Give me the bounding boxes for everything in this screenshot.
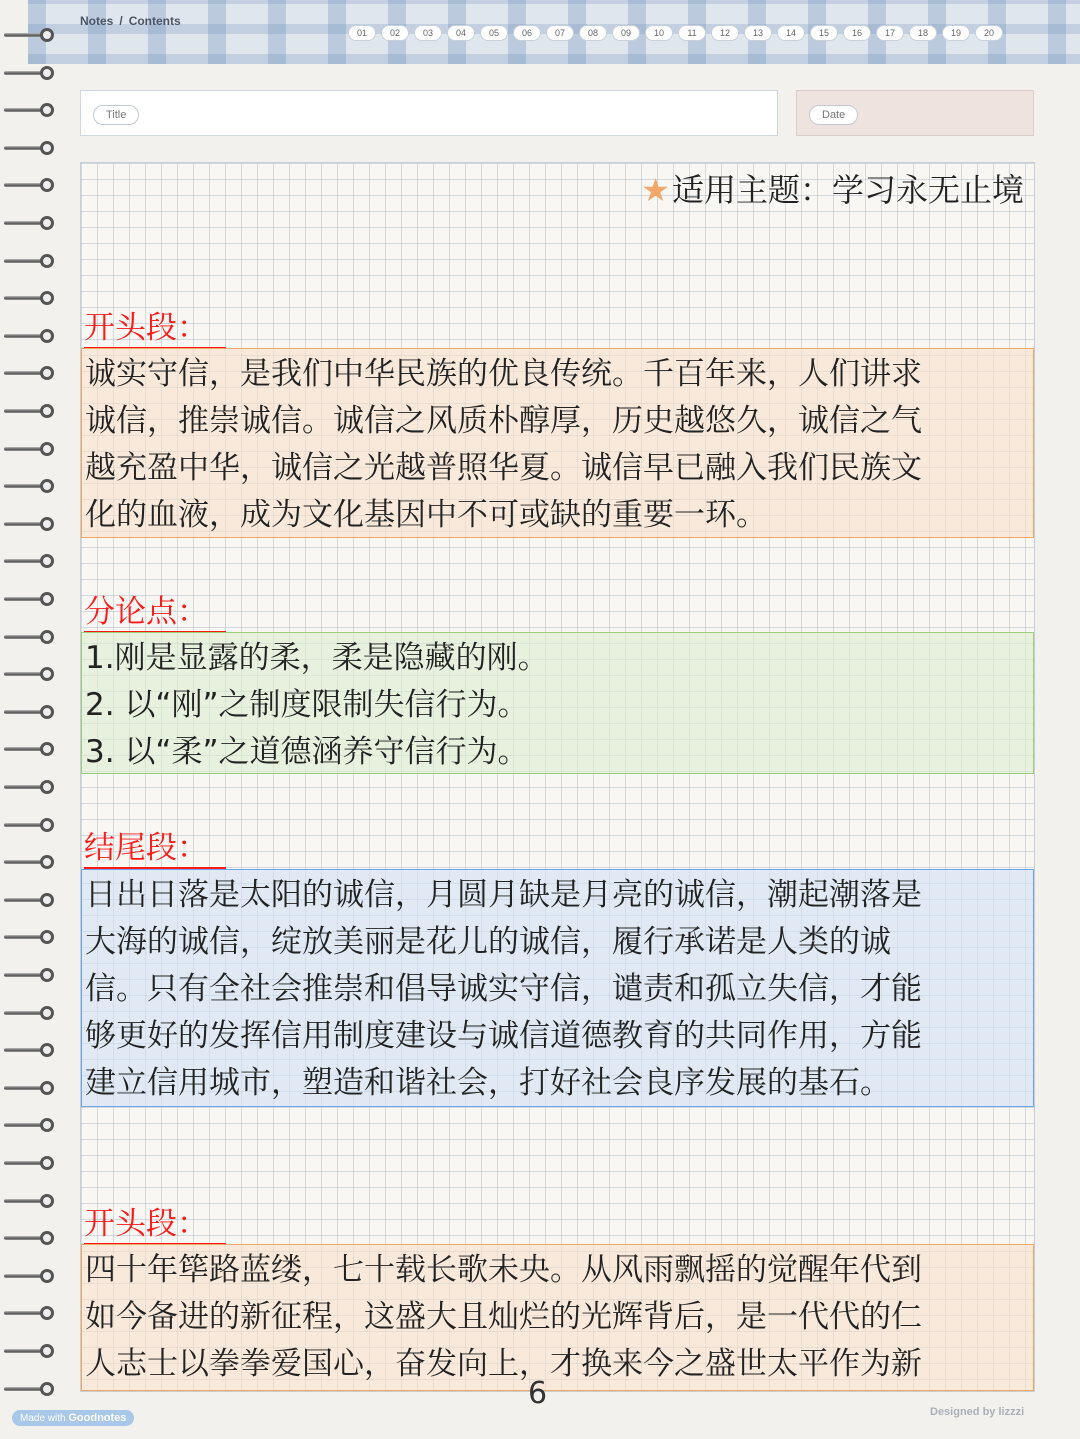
tab-19[interactable]: 19 [942,25,970,41]
spiral-ring [4,855,56,869]
spiral-binding [0,28,60,1428]
breadcrumb-contents[interactable]: Contents [128,14,181,28]
spiral-ring [4,818,56,832]
tab-03[interactable]: 03 [414,25,442,41]
spiral-ring [4,442,56,456]
section-line: 如今备进的新征程，这盛大且灿烂的光辉背后，是一代代的仁 [85,1299,922,1335]
spiral-hole [40,1043,54,1057]
date-field[interactable] [796,90,1034,136]
spiral-ring [4,667,56,681]
grid-sheet [80,162,1035,1392]
tab-18[interactable]: 18 [909,25,937,41]
spiral-ring [4,1043,56,1057]
spiral-ring [4,1118,56,1132]
page-tabs [348,25,1003,41]
spiral-hole [40,517,54,531]
spiral-hole [40,1081,54,1095]
title-field[interactable] [80,90,778,136]
spiral-hole [40,178,54,192]
star-icon: ★ [641,171,670,209]
spiral-ring [4,254,56,268]
spiral-hole [40,968,54,982]
section-line: 1.刚是显露的柔，柔是隐藏的刚。 [85,640,549,676]
spiral-ring [4,103,56,117]
spiral-ring [4,178,56,192]
spiral-hole [40,103,54,117]
spiral-ring [4,66,56,80]
section-line: 建立信用城市，塑造和谐社会，打好社会良序发展的基石。 [85,1065,891,1101]
spiral-ring [4,1081,56,1095]
breadcrumb-notes[interactable]: Notes [80,14,114,28]
tab-17[interactable]: 17 [876,25,904,41]
spiral-ring [4,1194,56,1208]
spiral-ring [4,592,56,606]
spiral-ring [4,705,56,719]
section-line: 大海的诚信，绽放美丽是花儿的诚信，履行承诺是人类的诚 [85,924,891,960]
section-line: 3. 以“柔”之道德涵养守信行为。 [85,734,529,770]
spiral-ring [4,1006,56,1020]
spiral-ring [4,216,56,230]
spiral-hole [40,1231,54,1245]
made-with-brand: Goodnotes [68,1412,127,1424]
spiral-hole [40,592,54,606]
spiral-ring [4,1344,56,1358]
spiral-hole [40,254,54,268]
page-number: 6 [528,1376,548,1411]
section-line: 人志士以拳拳爱国心，奋发向上，才换来今之盛世太平作为新 [85,1346,922,1382]
spiral-hole [40,818,54,832]
spiral-ring [4,517,56,531]
theme-line [641,165,1024,211]
spiral-hole [40,479,54,493]
spiral-hole [40,893,54,907]
section-line: 2. 以“刚”之制度限制失信行为。 [85,687,529,723]
spiral-hole [40,930,54,944]
tab-05[interactable]: 05 [480,25,508,41]
spiral-ring [4,479,56,493]
tab-14[interactable]: 14 [777,25,805,41]
spiral-hole [40,1344,54,1358]
section-line: 信。只有全社会推崇和倡导诚实守信，谴责和孤立失信，才能 [85,971,922,1007]
made-with-prefix: Made with [20,1413,66,1424]
tab-11[interactable]: 11 [678,25,706,41]
section-line: 越充盈中华，诚信之光越普照华夏。诚信早已融入我们民族文 [85,450,922,486]
spiral-hole [40,667,54,681]
spiral-ring [4,968,56,982]
spiral-hole [40,28,54,42]
spiral-ring [4,141,56,155]
spiral-ring [4,1231,56,1245]
made-with-badge [12,1410,134,1426]
spiral-ring [4,28,56,42]
spiral-ring [4,930,56,944]
spiral-ring [4,1269,56,1283]
spiral-ring [4,404,56,418]
spiral-ring [4,291,56,305]
tab-04[interactable]: 04 [447,25,475,41]
section-box-4 [81,1244,1034,1391]
spiral-hole [40,1118,54,1132]
spiral-hole [40,404,54,418]
spiral-hole [40,1269,54,1283]
spiral-hole [40,216,54,230]
theme-text: 适用主题：学习永无止境 [671,171,1024,209]
spiral-hole [40,291,54,305]
section-line: 化的血液，成为文化基因中不可或缺的重要一环。 [85,497,767,533]
tab-08[interactable]: 08 [579,25,607,41]
section-heading-3: 结尾段： [84,829,226,869]
spiral-ring [4,366,56,380]
spiral-hole [40,1382,54,1396]
section-heading-4: 开头段： [84,1205,226,1245]
section-box-2 [81,632,1034,774]
tab-02[interactable]: 02 [381,25,409,41]
designed-by: Designed by lizzzi [930,1406,1025,1418]
spiral-hole [40,780,54,794]
tab-10[interactable]: 10 [645,25,673,41]
section-box-3 [81,869,1034,1107]
tab-06[interactable]: 06 [513,25,541,41]
spiral-ring [4,742,56,756]
tab-16[interactable]: 16 [843,25,871,41]
spiral-hole [40,366,54,380]
section-line: 够更好的发挥信用制度建设与诚信道德教育的共同作用，方能 [85,1018,922,1054]
spiral-hole [40,141,54,155]
spiral-hole [40,742,54,756]
tab-15[interactable]: 15 [810,25,838,41]
section-heading-2: 分论点： [84,593,226,633]
section-line: 日出日落是太阳的诚信，月圆月缺是月亮的诚信，潮起潮落是 [85,877,922,913]
title-label: Title [93,105,139,125]
section-line: 诚信，推崇诚信。诚信之风质朴醇厚，历史越悠久，诚信之气 [85,403,922,439]
spiral-ring [4,1156,56,1170]
spiral-ring [4,329,56,343]
section-line: 诚实守信，是我们中华民族的优良传统。千百年来，人们讲求 [85,356,922,392]
tab-12[interactable]: 12 [711,25,739,41]
spiral-ring [4,630,56,644]
spiral-hole [40,705,54,719]
spiral-ring [4,1382,56,1396]
section-box-1 [81,348,1034,538]
spiral-hole [40,1194,54,1208]
tab-09[interactable]: 09 [612,25,640,41]
spiral-ring [4,1306,56,1320]
tab-07[interactable]: 07 [546,25,574,41]
spiral-ring [4,893,56,907]
date-label: Date [809,105,858,125]
spiral-hole [40,1306,54,1320]
section-line: 四十年筚路蓝缕，七十载长歌未央。从风雨飘摇的觉醒年代到 [85,1252,922,1288]
tab-01[interactable]: 01 [348,25,376,41]
spiral-hole [40,1156,54,1170]
tab-13[interactable]: 13 [744,25,772,41]
spiral-hole [40,329,54,343]
section-heading-1: 开头段： [84,309,226,349]
spiral-hole [40,554,54,568]
spiral-hole [40,630,54,644]
breadcrumb: Notes / Contents [80,14,181,28]
tab-20[interactable]: 20 [975,25,1003,41]
spiral-ring [4,554,56,568]
spiral-hole [40,442,54,456]
spiral-hole [40,855,54,869]
spiral-ring [4,780,56,794]
spiral-hole [40,1006,54,1020]
spiral-hole [40,66,54,80]
